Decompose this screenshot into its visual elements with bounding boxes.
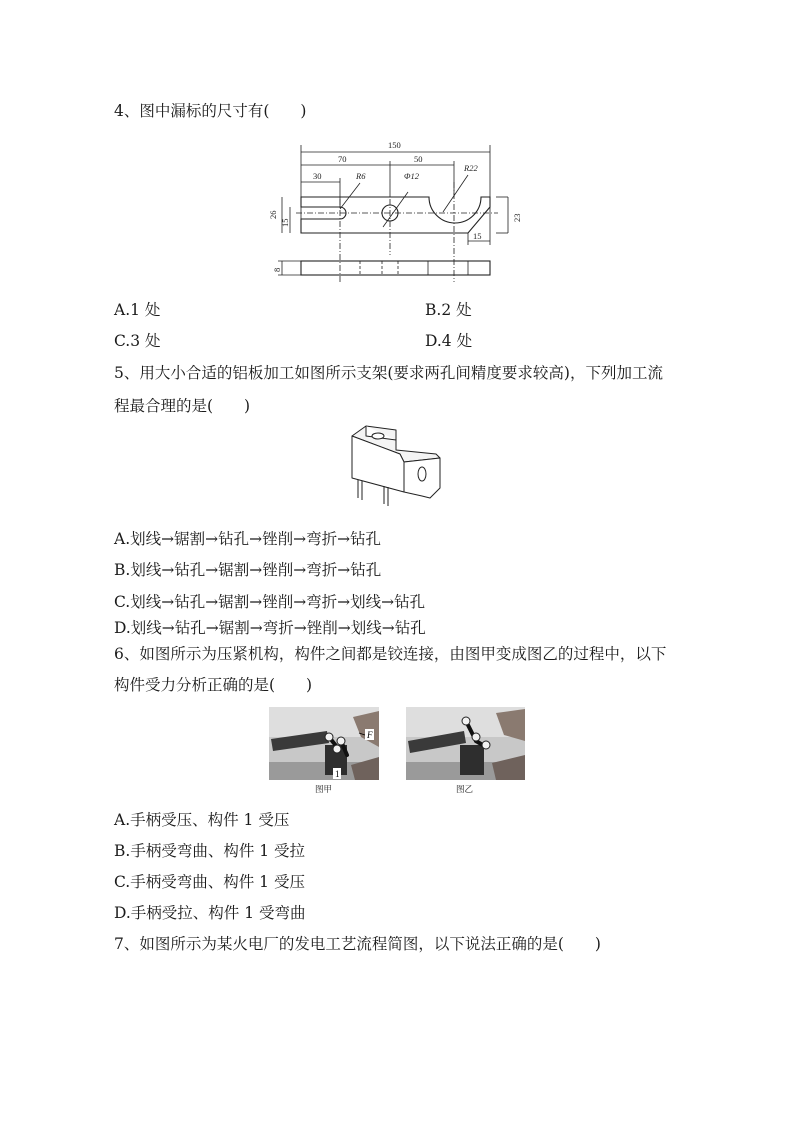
q5-option-b: B.划线→钻孔→锯割→锉削→弯折→钻孔: [114, 561, 382, 579]
q6-stem-line2: 构件受力分析正确的是( ): [114, 676, 313, 694]
q6-option-c: C.手柄受弯曲、构件 1 受压: [114, 873, 305, 891]
q4-option-b: B.2 处: [425, 301, 472, 319]
caption-b: 图乙: [456, 785, 474, 795]
q6-option-a: A.手柄受压、构件 1 受压: [114, 811, 290, 829]
dim-50: 50: [414, 154, 423, 164]
phi12-label: Φ12: [404, 171, 419, 181]
q5-option-d: D.划线→钻孔→锯割→弯折→锉削→划线→钻孔: [114, 619, 426, 637]
force-label: F: [367, 730, 373, 740]
q5-stem-line2: 程最合理的是( ): [114, 397, 251, 415]
q5-option-c: C.划线→钻孔→锯割→锉削→弯折→划线→钻孔: [114, 593, 426, 611]
q6-stem-line1: 6、如图所示为压紧机构，构件之间都是铰连接，由图甲变成图乙的过程中，以下: [114, 645, 667, 663]
dim-30: 30: [313, 171, 322, 181]
q5-option-a: A.划线→锯割→钻孔→锉削→弯折→钻孔: [114, 530, 382, 548]
q4-option-a: A.1 处: [114, 301, 161, 319]
q6-photo-b: [406, 707, 525, 780]
dim-70: 70: [338, 154, 347, 164]
caption-a: 图甲: [315, 785, 333, 795]
q7-stem: 7、如图所示为某火电厂的发电工艺流程简图，以下说法正确的是( ): [114, 935, 601, 953]
q4-stem: 4、图中漏标的尺寸有( ): [114, 102, 307, 120]
r22-label: R22: [464, 163, 478, 173]
q6-option-b: B.手柄受弯曲、构件 1 受拉: [114, 842, 306, 860]
q4-option-c: C.3 处: [114, 332, 161, 350]
dim-26: 26: [268, 210, 278, 219]
dim-8: 8: [272, 267, 282, 272]
q6-photo-a: [269, 707, 379, 780]
q4-option-d: D.4 处: [425, 332, 473, 350]
r6-label: R6: [356, 171, 366, 181]
dim-15: 15: [280, 218, 290, 227]
q5-stem-line1: 5、用大小合适的铝板加工如图所示支架(要求两孔间精度要求较高)，下列加工流: [114, 364, 663, 382]
q6-option-d: D.手柄受拉、构件 1 受弯曲: [114, 904, 306, 922]
q5-bracket-figure: [344, 422, 454, 507]
dim-23: 23: [512, 213, 522, 222]
dim-15b: 15: [473, 231, 482, 241]
q4-drawing: [268, 137, 522, 287]
part-1-label: 1: [335, 769, 340, 779]
dim-150: 150: [388, 140, 401, 150]
